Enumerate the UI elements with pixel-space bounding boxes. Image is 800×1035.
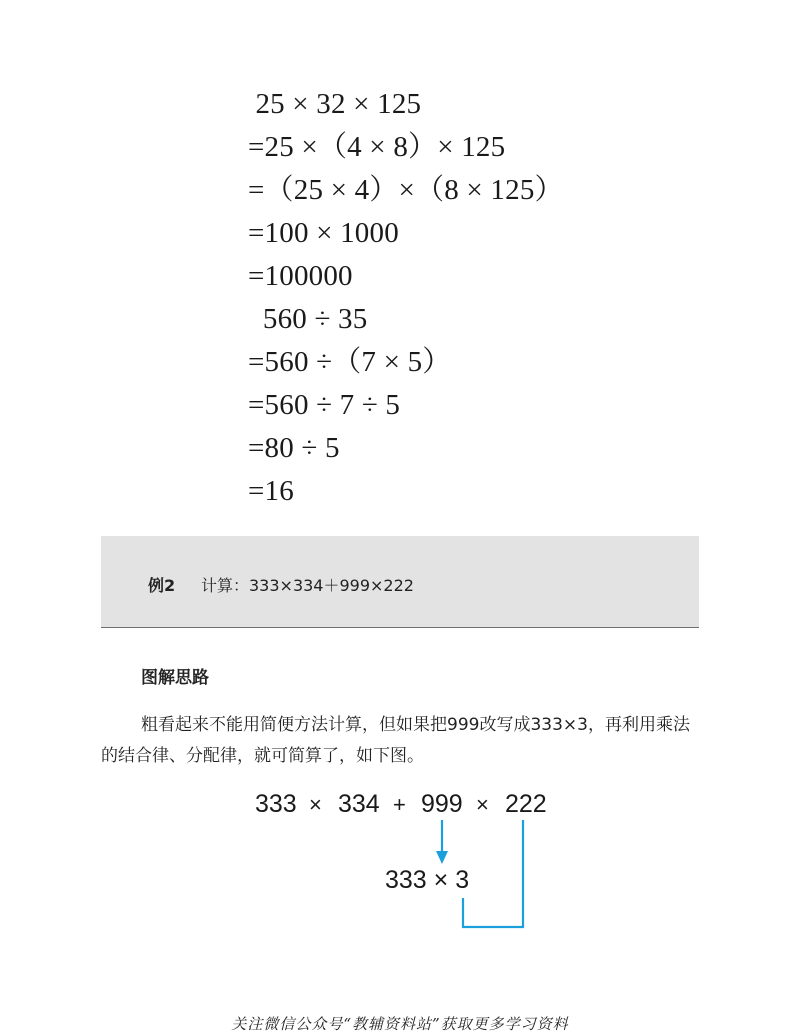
calc1-line-2: =25 ×（4 × 8）× 125	[248, 131, 506, 163]
diagram-connector-bracket	[463, 820, 523, 927]
footer-watermark: 关注微信公众号“教辅资料站”获取更多学习资料	[231, 1015, 569, 1033]
example-label: 例2	[148, 576, 176, 595]
calc2-line-3: =560 ÷ 7 ÷ 5	[248, 389, 401, 421]
diagram-arrow-head	[436, 851, 448, 864]
calc1-line-1: 25 × 32 × 125	[248, 88, 422, 120]
diagram-term-333: 333	[255, 790, 297, 818]
calc2-line-4: =80 ÷ 5	[248, 432, 340, 464]
example-box	[101, 536, 699, 628]
section-title: 图解思路	[141, 668, 209, 688]
calc2-line-5: =16	[248, 475, 294, 507]
calc2-line-2: =560 ÷（7 × 5）	[248, 346, 452, 378]
calc1-line-4: =100 × 1000	[248, 217, 399, 249]
diagram-term-334: 334	[338, 790, 380, 818]
calc1-line-3: =（25 × 4）×（8 × 125）	[248, 174, 564, 206]
diagram-times-2: ×	[476, 792, 489, 817]
calc2-line-1: 560 ÷ 35	[248, 303, 368, 335]
diagram-term-222: 222	[505, 790, 547, 818]
explanation-paragraph: 粗看起来不能用简便方法计算，但如果把999改写成333×3，再利用乘法的结合律、分配律，就可简算了，如下图。	[101, 715, 690, 766]
diagram-rewrite: 333 × 3	[385, 866, 470, 894]
example-text: 计算：333×334＋999×222	[201, 576, 414, 595]
diagram-term-999: 999	[421, 790, 463, 818]
diagram-times-1: ×	[309, 792, 322, 817]
calc1-line-5: =100000	[248, 260, 353, 292]
diagram-plus: +	[393, 792, 406, 817]
